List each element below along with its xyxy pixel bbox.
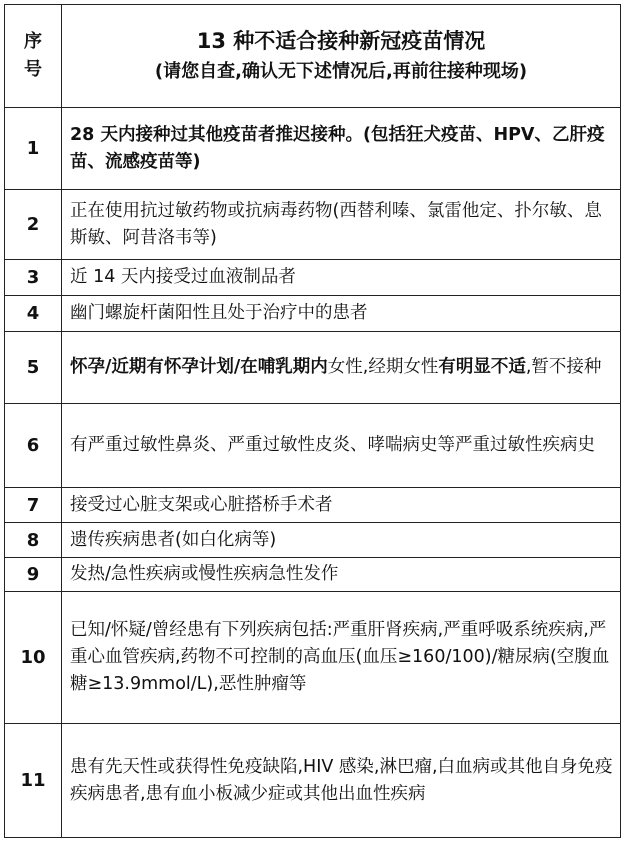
row-number: 7 <box>5 488 62 523</box>
row-number: 8 <box>5 523 62 558</box>
row-text: 患有先天性或获得性免疫缺陷,HIV 感染,淋巴瘤,白血病或其他自身免疫疾病患者,患有血小板减少症或其他出血性疾病 <box>62 724 621 838</box>
row-number: 6 <box>5 404 62 488</box>
no-header-line1: 序 <box>24 31 42 52</box>
row-text: 近 14 天内接受过血液制品者 <box>62 260 621 296</box>
table-header-row <box>5 5 621 108</box>
row-text-bold: 28 天内接种过其他疫苗者推迟接种。(包括狂犬疫苗、HPV、乙肝疫苗、流感疫苗等) <box>70 124 605 172</box>
row-text: 发热/急性疾病或慢性疾病急性发作 <box>62 558 621 592</box>
table-row <box>5 296 621 332</box>
row-number: 3 <box>5 260 62 296</box>
no-header-line2: 号 <box>24 59 42 80</box>
row-text: 有严重过敏性鼻炎、严重过敏性皮炎、哮喘病史等严重过敏性疾病史 <box>62 404 621 488</box>
no-column-header <box>5 5 62 108</box>
row-number: 9 <box>5 558 62 592</box>
row-text <box>62 332 621 404</box>
table-row <box>5 190 621 260</box>
row-text: 幽门螺旋杆菌阳性且处于治疗中的患者 <box>62 296 621 332</box>
table-row <box>5 488 621 523</box>
row-number: 5 <box>5 332 62 404</box>
table-row <box>5 260 621 296</box>
table-row <box>5 724 621 838</box>
row-text-bold: 怀孕/近期有怀孕计划/在哺乳期内 <box>70 357 328 377</box>
row-number: 10 <box>5 592 62 724</box>
table-row <box>5 523 621 558</box>
table-row <box>5 332 621 404</box>
row-number: 1 <box>5 108 62 190</box>
row-text-normal-2: ,暂不接种 <box>525 357 602 377</box>
table-row <box>5 592 621 724</box>
row-number: 2 <box>5 190 62 260</box>
page-subtitle: (请您自查,确认无下述情况后,再前往接种现场) <box>154 61 528 82</box>
row-text: 接受过心脏支架或心脏搭桥手术者 <box>62 488 621 523</box>
row-text-normal: 女性,经期女性 <box>327 357 439 377</box>
table-row <box>5 108 621 190</box>
page-title: 13 种不适合接种新冠疫苗情况 <box>196 29 486 53</box>
row-number: 11 <box>5 724 62 838</box>
row-text: 遗传疾病患者(如白化病等) <box>62 523 621 558</box>
row-text-bold-2: 有明显不适 <box>438 357 526 377</box>
title-cell <box>62 5 621 108</box>
row-text <box>62 108 621 190</box>
row-number: 4 <box>5 296 62 332</box>
table-row <box>5 558 621 592</box>
row-text: 已知/怀疑/曾经患有下列疾病包括:严重肝肾疾病,严重呼吸系统疾病,严重心血管疾病,药物不可控制的高血压(血压≥160/100)/糖尿病(空腹血糖≥13.9mmol/L),恶性肿瘤等 <box>62 592 621 724</box>
table-row <box>5 404 621 488</box>
row-text: 正在使用抗过敏药物或抗病毒药物(西替利嗪、氯雷他定、扑尔敏、息斯敏、阿昔洛韦等) <box>62 190 621 260</box>
vaccine-contraindication-table <box>4 4 621 838</box>
